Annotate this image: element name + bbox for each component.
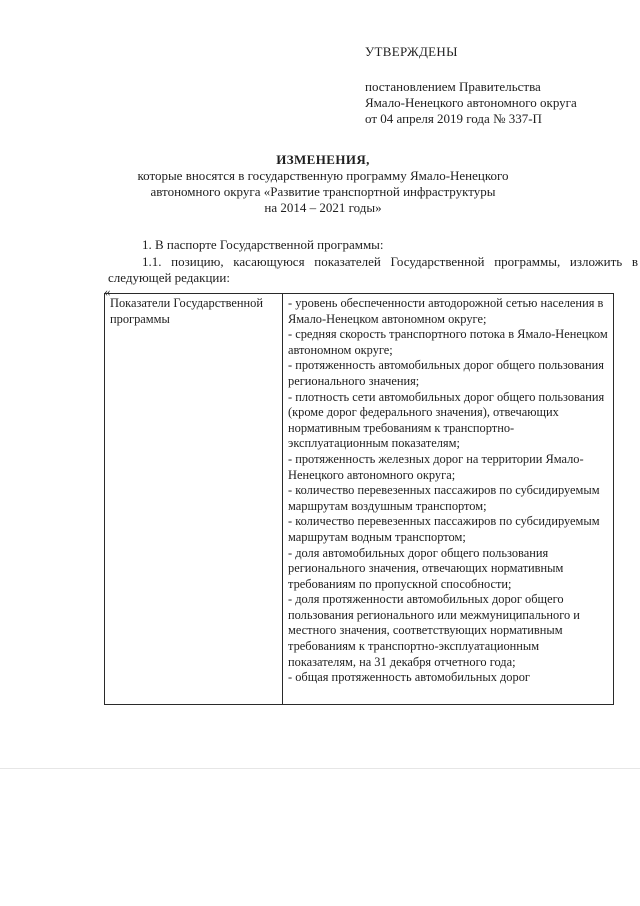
blank-area-below-page [0,768,640,906]
open-quote-mark: « [104,284,111,299]
indicators-label: Показатели Государственной программы [110,296,263,326]
indicator-item: - плотность сети автомобильных дорог общего пользования (кроме дорог федерального значения), отвечающих нормативным требованиям к транспортно-эксплуатационным показателям; [288,389,605,451]
indicator-item: - протяженность железных дорог на территории Ямало-Ненецкого автономного округа; [288,451,584,482]
document-subtitle: на 2014 – 2021 годы» [264,200,382,215]
indicator-item: - уровень обеспеченности автодорожной сетью населения в Ямало-Ненецком автономном округе; [288,296,604,326]
indicators-list [288,296,609,704]
indicators-table [104,293,614,705]
indicator-item: - количество перевезенных пассажиров по субсидируемым маршрутам воздушным транспортом; [288,483,600,513]
indicator-item: - количество перевезенных пассажиров по субсидируемым маршрутам водным транспортом; [288,514,600,544]
indicator-item: - доля протяженности автомобильных дорог общего пользования регионального или межмуниципального и местного значения, соответствующих нормативным требованиям к транспортно-эксплуатационным показателям, на 31 декабря отчетного года; [288,592,580,669]
indicator-item: - доля автомобильных дорог общего пользования регионального значения, отвечающих нормативным требованиям по пропускной способности; [288,545,564,591]
document-title: ИЗМЕНЕНИЯ, [276,152,370,167]
document-heading [108,152,538,216]
paragraph-point-1: 1. В паспорте Государственной программы: [142,237,384,252]
approval-line: постановлением Правительства [365,79,541,94]
indicator-item: - средняя скорость транспортного потока в Ямало-Ненецком автономном округе; [288,327,608,357]
approval-line: Ямало-Ненецкого автономного округа [365,95,577,110]
table-cell-label [105,294,283,705]
table-cell-indicators [283,294,614,705]
document-subtitle: которые вносятся в государственную программу Ямало-Ненецкого [137,168,509,183]
indicator-item: - протяженность автомобильных дорог общего пользования регионального значения; [288,358,605,388]
paragraph-point-1-1: 1.1. позицию, касающуюся показателей Государственной программы, изложить в следующей редакции: [108,254,638,285]
approval-block [365,44,635,127]
approval-heading: УТВЕРЖДЕНЫ [365,44,458,59]
approval-date-line: от 04 апреля 2019 года № 337-П [365,111,542,126]
table-row [105,294,614,705]
indicator-item: - общая протяженность автомобильных дорог [288,670,530,685]
document-subtitle: автономного округа «Развитие транспортной инфраструктуры [150,184,496,199]
